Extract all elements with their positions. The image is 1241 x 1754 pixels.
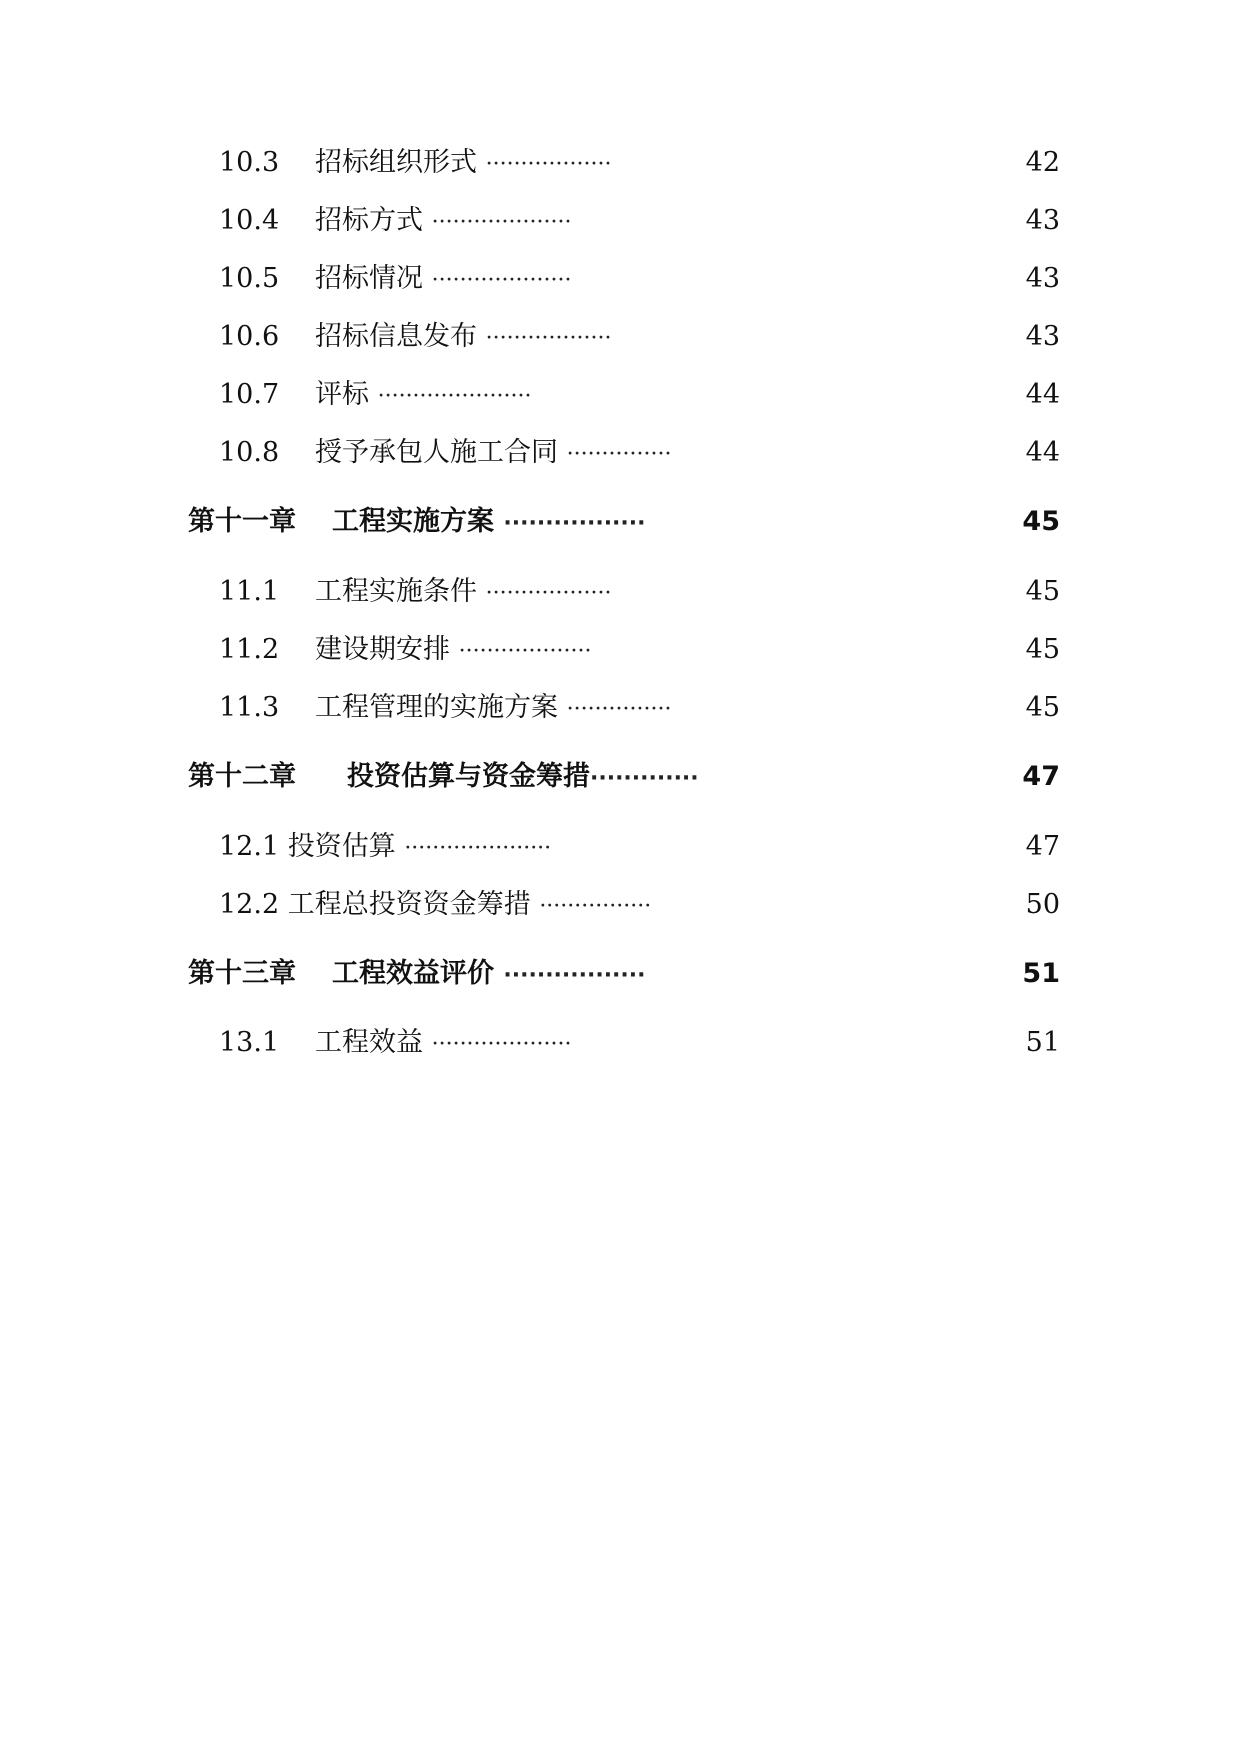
page-number: 43 [1025,321,1060,352]
chapter-label: 第十二章 [188,761,296,792]
page-number: 45 [1025,634,1060,665]
leader-dots: ···················· [431,210,572,235]
leader-dots: ················ [539,894,652,919]
section-title: 招标情况 [315,263,423,294]
toc-entry-12-2[interactable] [0,882,1241,928]
leader-dots: ············· [590,766,699,791]
toc-chapter-13[interactable] [0,951,1241,997]
leader-dots: ·················· [485,326,612,351]
toc-entry-11-1[interactable] [0,569,1241,615]
section-title: 工程总投资资金筹措 [287,889,531,920]
leader-dots: ··················· [458,639,592,664]
chapter-title: 工程实施方案 [332,506,494,537]
toc-entry-10-3[interactable] [0,140,1241,186]
chapter-label: 第十一章 [188,506,296,537]
section-title: 工程实施条件 [315,576,477,607]
page-number: 43 [1025,263,1060,294]
section-title: 授予承包人施工合同 [315,437,558,468]
leader-dots: ··············· [566,442,672,467]
leader-dots: ················· [503,511,646,536]
toc-entry-11-3[interactable] [0,685,1241,731]
page-number: 45 [1022,506,1060,537]
toc-entry-11-2[interactable] [0,627,1241,673]
chapter-title: 工程效益评价 [332,958,494,989]
toc-entry-10-5[interactable] [0,256,1241,302]
section-number: 11.1 [219,576,280,607]
page-number: 44 [1025,379,1060,410]
leader-dots: ·················· [485,152,612,177]
page-number: 45 [1025,576,1060,607]
page-number: 44 [1025,437,1060,468]
section-number: 10.4 [219,205,280,236]
toc-entry-10-8[interactable] [0,430,1241,476]
leader-dots: ····················· [404,836,552,861]
leader-dots: ·················· [485,581,612,606]
toc-entry-13-1[interactable] [0,1020,1241,1066]
toc-entry-12-1[interactable] [0,824,1241,870]
page-number: 43 [1025,205,1060,236]
page-number: 47 [1022,761,1060,792]
page-number: 42 [1025,147,1060,178]
section-number: 12.2 [219,889,280,920]
section-title: 招标组织形式 [315,147,477,178]
section-title: 工程效益 [315,1027,423,1058]
toc-entry-10-7[interactable] [0,372,1241,418]
section-number: 10.6 [219,321,280,352]
section-number: 10.5 [219,263,280,294]
leader-dots: ···················· [431,1032,572,1057]
chapter-title: 投资估算与资金筹措 [347,761,590,792]
section-number: 13.1 [219,1027,280,1058]
section-title: 建设期安排 [315,634,450,665]
section-number: 10.8 [219,437,280,468]
section-number: 11.2 [219,634,280,665]
page-number: 51 [1022,958,1060,989]
page-number: 50 [1025,889,1060,920]
page-number: 47 [1025,831,1060,862]
section-title: 招标方式 [315,205,423,236]
section-number: 10.3 [219,147,280,178]
section-title: 招标信息发布 [315,321,477,352]
page-number: 45 [1025,692,1060,723]
leader-dots: ······················ [377,384,532,409]
section-number: 12.1 [219,831,280,862]
toc-entry-10-6[interactable] [0,314,1241,360]
section-title: 工程管理的实施方案 [315,692,558,723]
toc-entry-10-4[interactable] [0,198,1241,244]
toc-chapter-12[interactable] [0,754,1241,800]
section-title: 投资估算 [287,831,396,862]
section-number: 11.3 [219,692,280,723]
leader-dots: ··············· [566,697,672,722]
page-number: 51 [1025,1027,1060,1058]
section-title: 评标 [315,379,369,410]
section-number: 10.7 [219,379,280,410]
toc-chapter-11[interactable] [0,499,1241,545]
leader-dots: ···················· [431,268,572,293]
chapter-label: 第十三章 [188,958,296,989]
leader-dots: ················· [503,963,646,988]
